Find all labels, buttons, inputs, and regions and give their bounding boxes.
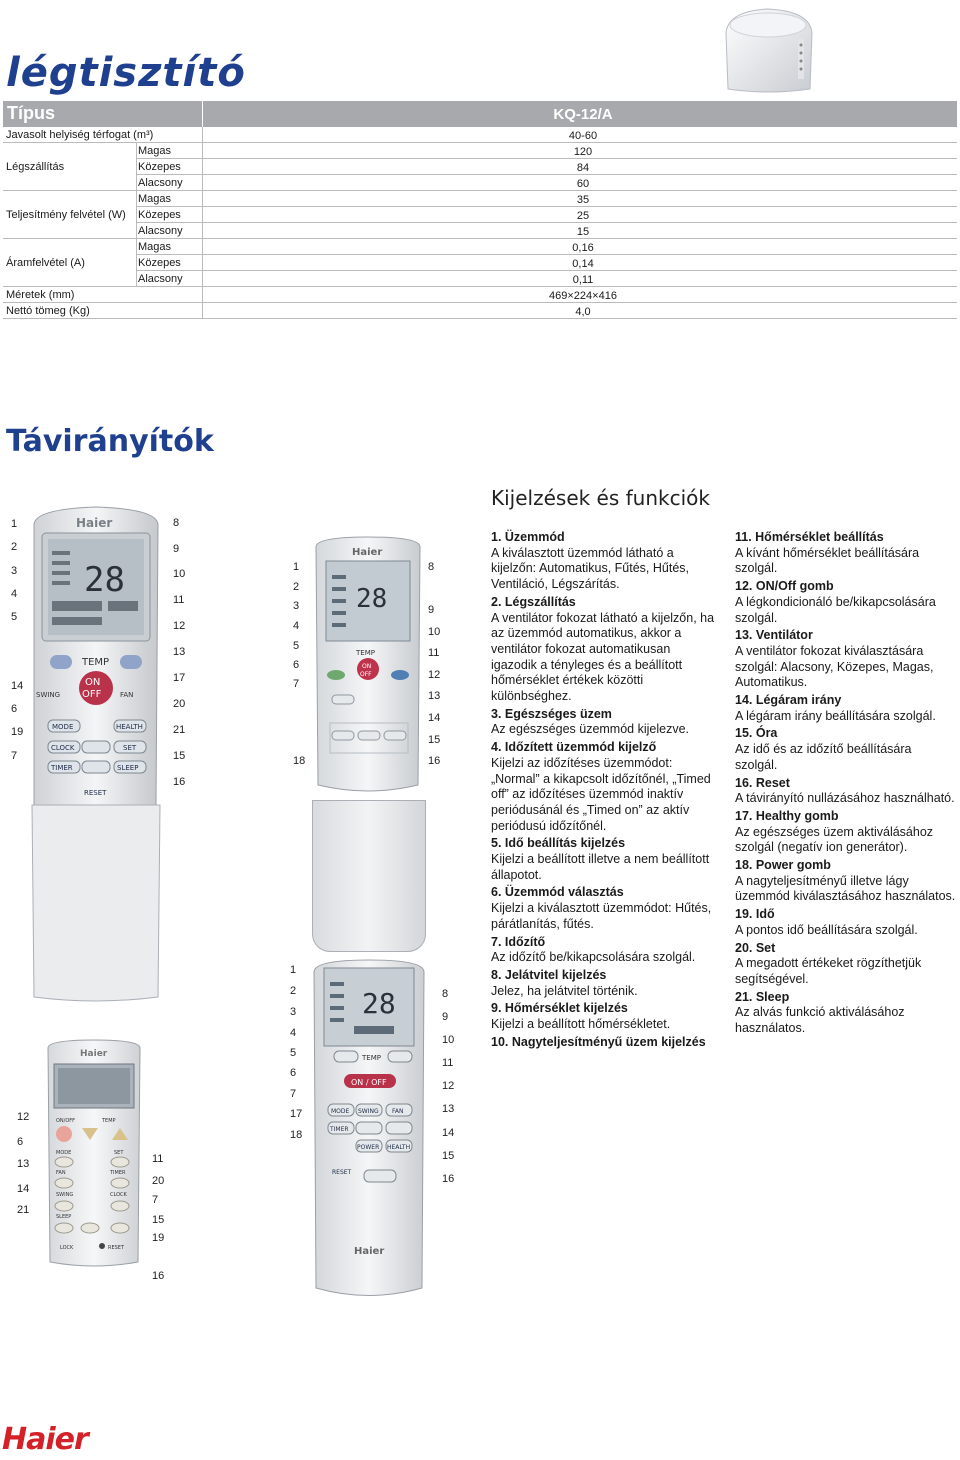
remote2-callout-left: 6 [293, 659, 300, 671]
lcd-temperature: 28 [356, 584, 388, 614]
remote2-callout-left: 7 [293, 678, 300, 690]
function-item [735, 693, 957, 724]
function-item [491, 935, 719, 966]
remote1-callout-right: 15 [173, 750, 186, 762]
spec-value: 35 [576, 194, 590, 206]
remote1-callout-left: 1 [11, 518, 18, 530]
remote1-callout-right: 20 [173, 698, 186, 710]
svg-text:FAN: FAN [120, 691, 134, 699]
svg-text:TIMER: TIMER [330, 1126, 349, 1133]
lcd-temperature: 28 [84, 560, 125, 600]
function-title: 13. Ventilátor [735, 628, 813, 643]
remote4-callout-right: 13 [442, 1103, 455, 1115]
function-title: 11. Hőmérséklet beállítás [735, 530, 884, 544]
function-item [491, 530, 719, 593]
spec-sublabel: Alacsony [138, 273, 183, 285]
remote4-callout-left: 3 [290, 1006, 297, 1018]
svg-text:SET: SET [114, 1150, 124, 1156]
remote1-callout-right: 17 [173, 672, 186, 684]
svg-text:FAN: FAN [392, 1108, 404, 1115]
function-description: A ventilátor fokozat látható a kijelzőn, ha az üzemmód automatikus, akkor a ventilátor fokozat automatikusan igazodik a tényleges és a beállított hőmérséklet értékek közötti különbséghez. [491, 610, 715, 704]
remote2-callout-right: 15 [428, 734, 441, 746]
remote1-callout-right: 12 [173, 620, 186, 632]
remote2-callout-left: 4 [293, 620, 300, 632]
remote1-callout-right: 13 [173, 646, 186, 658]
function-title: 4. Időzített üzemmód kijelző [491, 740, 657, 755]
function-item [735, 858, 957, 905]
function-description: A légáram irány beállítására szolgál. [735, 708, 936, 723]
remote1-callout-right: 21 [173, 724, 186, 736]
functions-column-2 [735, 530, 957, 1039]
spec-value: 469×224×416 [549, 290, 617, 302]
functions-title: Kijelzések és funkciók [491, 486, 710, 510]
spec-value: 15 [576, 226, 590, 238]
remote2-callout-right: 14 [428, 712, 441, 724]
remote4-callout-right: 15 [442, 1150, 455, 1162]
remote1-callout-right: 10 [173, 568, 186, 580]
remote4-callout-right: 9 [442, 1011, 449, 1023]
remote3-callout-left: 14 [17, 1183, 30, 1195]
svg-text:MODE: MODE [52, 723, 74, 731]
remote4-callout-left: 17 [290, 1108, 303, 1120]
remote1-callout-left: 2 [11, 541, 18, 553]
function-title: 21. Sleep [735, 989, 790, 1004]
function-item [735, 990, 957, 1037]
remote2-callout-right: 12 [428, 669, 441, 681]
lcd-temperature: 28 [362, 987, 396, 1020]
remote3-callout-right: 11 [152, 1153, 164, 1165]
remote4-callout-left: 7 [290, 1088, 297, 1100]
function-item [735, 907, 957, 938]
remote2-callout-right: 10 [428, 626, 441, 638]
spec-row [3, 143, 957, 159]
spec-label: Méretek (mm) [6, 289, 75, 301]
remote2-callout-right: 8 [428, 561, 435, 573]
remote2-callout-left: 5 [293, 640, 300, 652]
svg-text:FAN: FAN [56, 1170, 66, 1176]
remotes-title: Távirányítók [6, 424, 214, 459]
function-item [491, 968, 719, 999]
function-item [491, 836, 719, 883]
function-title: 7. Időzítő [491, 934, 546, 949]
remote4-callout-left: 5 [290, 1047, 297, 1059]
remote4-callout-right: 11 [442, 1057, 454, 1069]
remote1-callout-right: 8 [173, 517, 180, 529]
haier-logo: Haier [80, 1049, 108, 1059]
spec-value: 0,11 [572, 274, 594, 286]
haier-footer-logo: Haier [2, 1422, 88, 1457]
spec-row [3, 255, 957, 271]
function-item [491, 1035, 719, 1051]
remote1-callout-left: 7 [11, 750, 18, 762]
svg-text:SWING: SWING [56, 1192, 74, 1198]
spec-value: 25 [576, 210, 590, 222]
spec-row [3, 239, 957, 255]
spec-row [3, 303, 957, 319]
function-description: Az időzítő be/kikapcsolására szolgál. [491, 950, 696, 965]
haier-logo: Haier [76, 516, 113, 530]
function-description: A kívánt hőmérséklet beállítására szolgál. [735, 545, 920, 576]
function-description: Kijelzi a kiválasztott üzemmódot: Hűtés, párátlanítás, fűtés. [491, 901, 712, 931]
remote3-callout-left: 6 [17, 1136, 24, 1148]
svg-text:POWER: POWER [357, 1144, 380, 1151]
function-item [735, 776, 957, 807]
function-item [491, 740, 719, 834]
function-title: 16. Reset [735, 775, 790, 790]
remote2-callout-left: 3 [293, 600, 300, 612]
function-item [735, 579, 957, 626]
spec-table [3, 101, 957, 319]
function-title: 2. Légszállítás [491, 594, 576, 609]
remote3-callout-right: 20 [152, 1175, 165, 1187]
function-description: Kijelzi az időzítéses üzemmódot: „Normal” a kikapcsolt időzítőnél, „Timed off” az időzítéses üzemmód inaktív periódusánál és „Timed on” az aktív periódusú időzítőnél. [491, 755, 711, 833]
remote4-callout-right: 10 [442, 1034, 455, 1046]
remote1-callout-right: 11 [173, 594, 185, 606]
spec-row [3, 175, 957, 191]
remote1-callout-left: 4 [11, 588, 18, 600]
function-item [491, 707, 719, 738]
remote-control-3 [44, 1038, 144, 1270]
remote2-callout-right: 9 [428, 604, 435, 616]
remote2-callout-left: 1 [293, 561, 300, 573]
function-description: A légkondicionáló be/kikapcsolására szolgál. [735, 594, 936, 625]
remote4-callout-left: 6 [290, 1067, 297, 1079]
function-description: Kijelzi a beállított hőmérsékletet. [491, 1017, 671, 1032]
svg-text:OFF: OFF [360, 671, 372, 678]
function-title: 6. Üzemmód választás [491, 885, 624, 900]
spec-row [3, 287, 957, 303]
spec-sublabel: Közepes [138, 161, 181, 173]
spec-table-header [3, 101, 957, 127]
svg-text:TIMER: TIMER [110, 1170, 126, 1176]
function-title: 18. Power gomb [735, 858, 831, 873]
remote-control-1 [28, 505, 164, 1005]
svg-text:RESET: RESET [332, 1169, 352, 1176]
spec-sublabel: Alacsony [138, 225, 183, 237]
remote2-callout-right: 13 [428, 690, 441, 702]
haier-logo: Haier [354, 1246, 385, 1257]
spec-value: 4,0 [575, 306, 591, 318]
spec-value: 0,16 [572, 242, 594, 254]
remote3-callout-right: 15 [152, 1214, 165, 1226]
functions-column-1 [491, 530, 719, 1053]
remote4-callout-left: 18 [290, 1129, 303, 1141]
remote-2-cover [312, 800, 426, 952]
function-description: Az alvás funkció aktiválásához használatos. [735, 1005, 905, 1036]
spec-value: 0,14 [572, 258, 594, 270]
svg-text:HEALTH: HEALTH [116, 723, 143, 731]
function-description: A ventilátor fokozat kiválasztására szolgál: Alacsony, Közepes, Magas, Automatikus. [735, 643, 934, 690]
svg-text:ON/OFF: ON/OFF [56, 1118, 76, 1124]
page-title: légtisztító [6, 50, 246, 96]
function-description: A kiválasztott üzemmód látható a kijelzőn: Automatikus, Fűtés, Hűtés, Ventiláció, Légszárítás. [491, 545, 690, 592]
remote4-callout-left: 1 [290, 964, 297, 976]
spec-row [3, 127, 957, 143]
spec-label: Légszállítás [6, 161, 65, 173]
spec-sublabel: Alacsony [138, 177, 183, 189]
spec-label: Nettó tömeg (Kg) [6, 305, 90, 317]
remote1-callout-left: 6 [11, 703, 18, 715]
svg-text:SWING: SWING [36, 691, 61, 699]
spec-label: Javasolt helyiség térfogat (m³) [6, 129, 154, 141]
air-purifier-image [718, 3, 818, 95]
remote2-callout-left: 18 [293, 755, 306, 767]
function-title: 17. Healthy gomb [735, 808, 839, 823]
remote3-callout-left: 13 [17, 1158, 30, 1170]
svg-text:TIMER: TIMER [51, 764, 73, 772]
function-description: Az egészséges üzem aktiválásához szolgál (negatív ion generátor). [735, 824, 934, 855]
function-item [735, 941, 957, 988]
svg-text:ON: ON [85, 677, 101, 688]
remote4-callout-right: 14 [442, 1127, 455, 1139]
spec-row [3, 159, 957, 175]
function-description: A nagyteljesítményű illetve lágy üzemmód kiválasztásához használatos. [735, 873, 956, 904]
svg-text:TEMP: TEMP [356, 649, 375, 657]
function-item [491, 1001, 719, 1032]
spec-row [3, 207, 957, 223]
remote3-callout-left: 12 [17, 1111, 30, 1123]
remote1-callout-left: 19 [11, 726, 24, 738]
remote1-callout-right: 9 [173, 543, 180, 555]
function-title: 8. Jelátvitel kijelzés [491, 967, 607, 982]
remote3-callout-left: 21 [17, 1204, 30, 1216]
model-label: KQ-12/A [553, 106, 613, 123]
function-title: 14. Légáram irány [735, 693, 842, 708]
spec-value: 40-60 [568, 130, 598, 142]
function-description: Jelez, ha jelátvitel történik. [491, 983, 638, 998]
function-title: 15. Óra [735, 726, 778, 741]
function-item [735, 809, 957, 856]
remote-control-4 [310, 958, 428, 1303]
spec-sublabel: Magas [138, 241, 172, 253]
spec-sublabel: Magas [138, 193, 172, 205]
remote1-callout-right: 16 [173, 776, 186, 788]
function-title: 10. Nagyteljesítményű üzem kijelzés [491, 1034, 706, 1049]
svg-text:SET: SET [123, 744, 137, 752]
function-description: A pontos idő beállítására szolgál. [735, 922, 918, 937]
spec-value: 120 [573, 146, 593, 158]
function-title: 12. ON/Off gomb [735, 579, 834, 594]
function-description: A megadott értékeket rögzíthetjük segítségével. [735, 956, 922, 986]
spec-row [3, 223, 957, 239]
function-item [491, 885, 719, 932]
function-description: Az idő és az időzítő beállítására szolgál. [735, 742, 912, 772]
type-label: Típus [7, 103, 55, 123]
svg-text:RESET: RESET [108, 1245, 125, 1251]
function-title: 3. Egészséges üzem [491, 706, 612, 721]
spec-value: 60 [576, 178, 590, 190]
svg-text:ON / OFF: ON / OFF [351, 1078, 387, 1087]
svg-text:CLOCK: CLOCK [110, 1192, 127, 1198]
spec-row [3, 191, 957, 207]
remote-control-2 [312, 535, 424, 800]
function-item [735, 726, 957, 773]
spec-sublabel: Közepes [138, 257, 181, 269]
svg-text:ON: ON [362, 663, 372, 670]
svg-text:LOCK: LOCK [60, 1245, 74, 1251]
remote3-callout-right: 7 [152, 1194, 159, 1206]
svg-text:OFF: OFF [82, 689, 102, 700]
function-title: 9. Hőmérséklet kijelzés [491, 1001, 628, 1016]
function-item [735, 628, 957, 691]
function-description: Az egészséges üzemmód kijelezve. [491, 722, 690, 737]
spec-row [3, 271, 957, 287]
function-title: 5. Idő beállítás kijelzés [491, 836, 626, 851]
haier-logo: Haier [352, 547, 383, 558]
remote4-callout-right: 8 [442, 988, 449, 1000]
svg-text:TEMP: TEMP [82, 657, 110, 668]
remote1-callout-left: 14 [11, 680, 24, 692]
function-item [735, 530, 957, 577]
svg-text:SWING: SWING [358, 1108, 379, 1115]
svg-text:HEALTH: HEALTH [387, 1144, 411, 1151]
spec-label: Teljesítmény felvétel (W) [6, 209, 126, 221]
remote4-callout-left: 4 [290, 1027, 297, 1039]
spec-label: Áramfelvétel (A) [6, 257, 85, 269]
remote1-callout-left: 3 [11, 565, 18, 577]
function-title: 19. Idő [735, 907, 775, 922]
remote4-callout-left: 2 [290, 985, 297, 997]
spec-sublabel: Magas [138, 145, 172, 157]
function-title: 1. Üzemmód [491, 530, 565, 544]
remote3-callout-right: 19 [152, 1232, 165, 1244]
spec-value: 84 [576, 162, 590, 174]
spec-sublabel: Közepes [138, 209, 181, 221]
svg-text:MODE: MODE [56, 1150, 72, 1156]
remote2-callout-right: 11 [428, 647, 440, 659]
function-title: 20. Set [735, 940, 776, 955]
function-description: Kijelzi a beállított illetve a nem beállított állapotot. [491, 852, 710, 882]
remote4-callout-right: 12 [442, 1080, 455, 1092]
remote1-callout-left: 5 [11, 611, 18, 623]
remote4-callout-right: 16 [442, 1173, 455, 1185]
svg-text:TEMP: TEMP [362, 1054, 381, 1062]
svg-text:SLEEP: SLEEP [56, 1214, 72, 1220]
svg-text:CLOCK: CLOCK [51, 744, 75, 752]
svg-text:SLEEP: SLEEP [117, 764, 139, 772]
function-description: A távirányító nullázásához használható. [735, 791, 955, 806]
remote2-callout-right: 16 [428, 755, 441, 767]
function-item [491, 595, 719, 705]
remote3-callout-right: 16 [152, 1270, 165, 1282]
svg-text:MODE: MODE [331, 1108, 350, 1115]
svg-text:RESET: RESET [84, 789, 107, 797]
svg-text:TEMP: TEMP [102, 1118, 116, 1124]
remote2-callout-left: 2 [293, 581, 300, 593]
